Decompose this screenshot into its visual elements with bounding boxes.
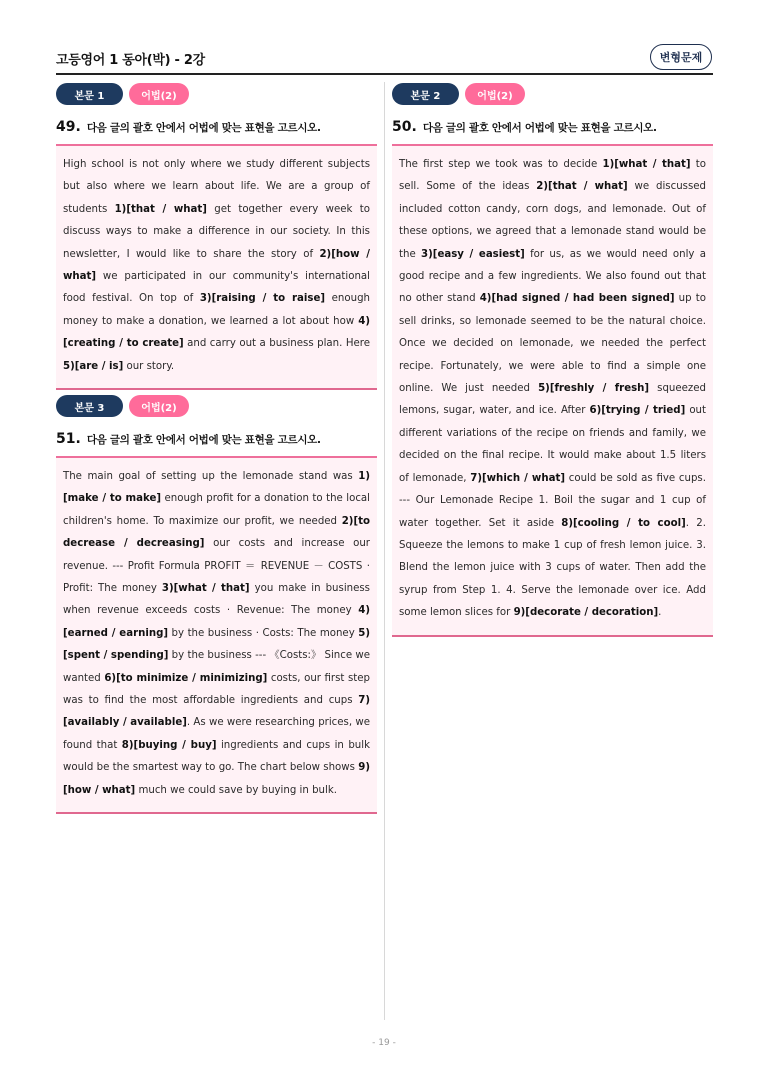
question-51 — [56, 395, 377, 814]
passage-text: High school is not only where we study different subjects but also where we learn about life. We are a group of students 1)[that / what] get together every week to discuss ways to make a difference in our society. In this newsletter, I would like to share the story of 2)[how / what] we participated in our community's international food festival. On top of 3)[raising / to raise] enough money to make a donation, we learned a lot about how 4)[creating / to create] and carry out a business plan. Here 5)[are / is] our story. — [56, 146, 377, 390]
passage-text: The first step we took was to decide 1)[what / that] to sell. Some of the ideas 2)[that / what] we discussed included cotton candy, corn dogs, and lemonade. Out of these options, we agreed that a lemonade stand would be the 3)[easy / easiest] for us, as we would need only a good recipe and a few ingredients. We also found out that no other stand 4)[had signed / had been signed] up to sell drinks, so lemonade seemed to be the natural choice. Once we decided on lemonade, we needed the perfect recipe. Fortunately, we were able to find a simple one online. We just needed 5)[freshly / fresh] squeezed lemons, sugar, water, and ice. After 6)[trying / tried] out different variations of the recipe on friends and family, we decided on the final recipe. It would make about 1.5 liters of lemonade, 7)[which / what] could be sold as five cups. --- Our Lemonade Recipe 1. Boil the sugar and 1 cup of water together. Set it aside 8)[cooling / to cool]. 2. Squeeze the lemons to make 1 cup of fresh lemon juice. 3. Blend the lemon juice with 3 cups of water. Then add the syrup from Step 1. 4. Serve the lemonade over ice. Add some lemon slices for 9)[decorate / decoration]. — [392, 146, 713, 637]
passage-text: The main goal of setting up the lemonade stand was 1)[make / to make] enough profit for a donation to the local children's home. To maximize our profit, we needed 2)[to decrease / decreasing] our costs and increase our revenue. --- Profit Formula PROFIT ＝ REVENUE － COSTS · Profit: The money 3)[what / that] you make in business when revenue exceeds costs · Revenue: The money 4)[earned / earning] by the business · Costs: The money 5)[spent / spending] by the business --- 《Costs:》 Since we wanted 6)[to minimize / minimizing] costs, our first step was to find the most affordable ingredients and cups 7)[availably / available]. As we were researching prices, we found that 8)[buying / buy] ingredients and cups in bulk would be the smartest way to go. The chart below shows 9)[how / what] much we could save by buying in bulk. — [56, 458, 377, 814]
passage-tag: 본문 3 — [56, 395, 123, 417]
question-number: 49. — [56, 119, 81, 135]
question-instruction: 다음 글의 괄호 안에서 어법에 맞는 표현을 고르시오. — [422, 122, 657, 134]
type-tag: 어법(2) — [129, 395, 189, 417]
column-divider — [384, 82, 385, 1020]
header-rule — [56, 73, 713, 75]
type-tag: 어법(2) — [129, 83, 189, 105]
question-49 — [56, 83, 377, 390]
header-title: 고등영어 1 동아(박) - 2강 — [56, 53, 205, 68]
type-tag: 어법(2) — [465, 83, 525, 105]
question-50 — [392, 83, 713, 637]
passage-tag: 본문 1 — [56, 83, 123, 105]
question-number: 51. — [56, 431, 81, 447]
page-number: - 19 - — [372, 1038, 396, 1048]
question-number: 50. — [392, 119, 417, 135]
variant-badge: 변형문제 — [650, 44, 712, 70]
passage-tag: 본문 2 — [392, 83, 459, 105]
question-instruction: 다음 글의 괄호 안에서 어법에 맞는 표현을 고르시오. — [86, 434, 321, 446]
question-instruction: 다음 글의 괄호 안에서 어법에 맞는 표현을 고르시오. — [86, 122, 321, 134]
